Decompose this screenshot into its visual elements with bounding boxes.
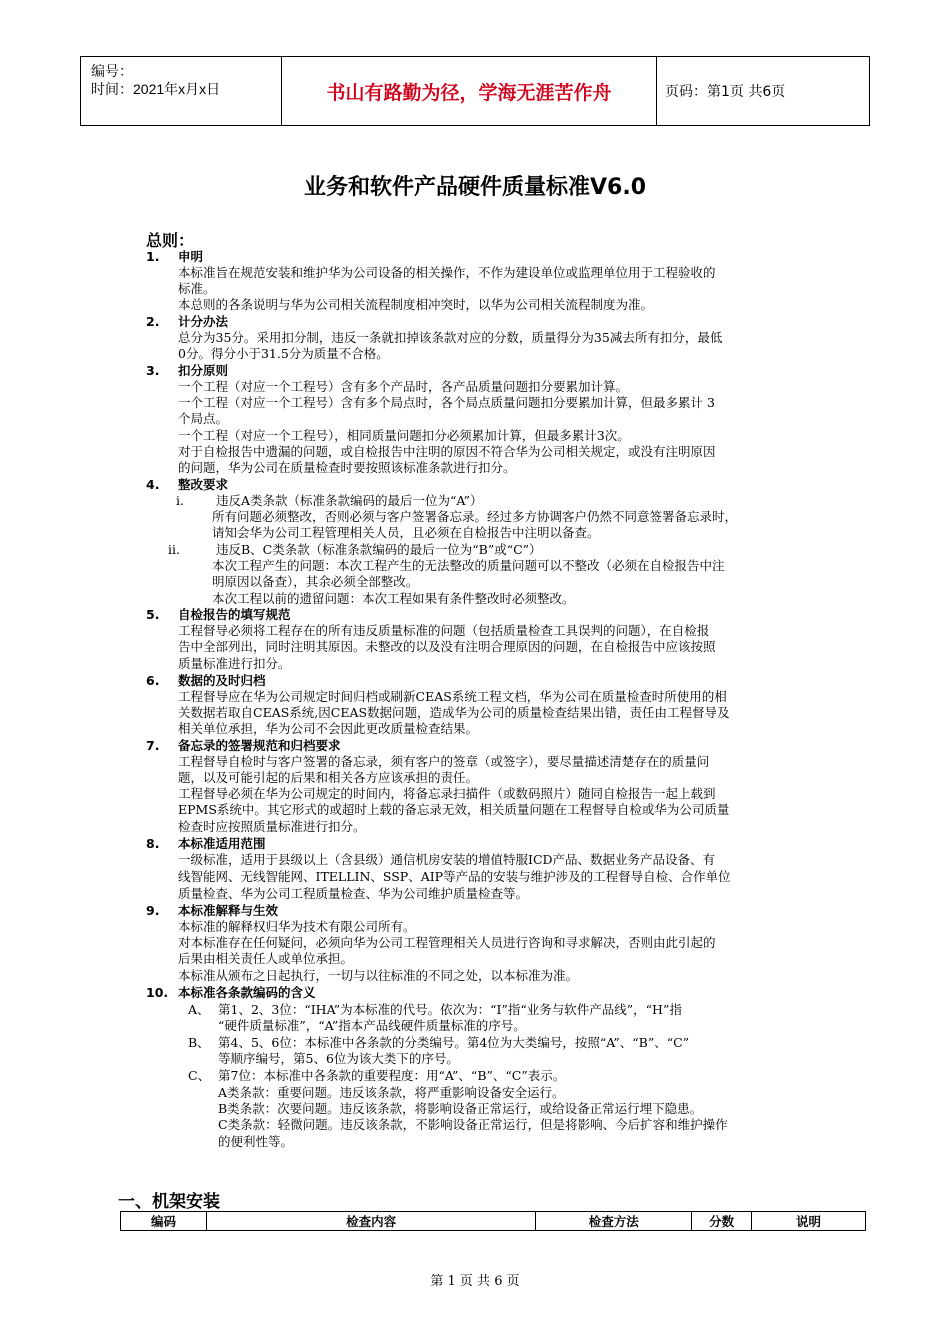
coding-mark: C、	[188, 1068, 211, 1083]
item-number: 4.	[146, 477, 160, 492]
item-number: 2.	[146, 314, 160, 329]
item-text: 个局点。	[178, 411, 229, 426]
item-text: 相关单位承担，华为公司不会因此更改质量检查结果。	[178, 721, 479, 736]
item-text: 总分为35分。采用扣分制，违反一条就扣掉该条款对应的分数，质量得分为35减去所有扣分，最低	[178, 330, 723, 345]
rectify-text: 本次工程以前的遗留问题：本次工程如果有条件整改时必须整改。	[212, 591, 575, 606]
item-text: 0分。得分小于31.5分为质量不合格。	[178, 346, 389, 361]
item-text: 题，以及可能引起的后果和相关各方应该承担的责任。	[178, 770, 479, 785]
item-number: 9.	[146, 903, 160, 918]
item-text: 标准。	[178, 281, 216, 296]
item-number: 1.	[146, 249, 160, 264]
item-text: 本标准的解释权归华为技术有限公司所有。	[178, 919, 416, 934]
document-title: 业务和软件产品硬件质量标准V6.0	[304, 175, 646, 200]
item-text: 质量检查、华为公司工程质量检查、华为公司维护质量检查等。	[178, 886, 529, 901]
col-score: 分数	[692, 1212, 752, 1231]
item-number: 8.	[146, 836, 160, 851]
item-text: 一个工程（对应一个工程号），相同质量问题扣分必须累加计算，但最多累计3次。	[178, 428, 630, 443]
coding-text: 的便利性等。	[218, 1134, 294, 1149]
rectify-text: 请知会华为公司工程管理相关人员，且必须在自检报告中注明以备查。	[212, 525, 600, 540]
item-number: 3.	[146, 363, 160, 378]
rectify-text: 明原因以备查），其余必须全部整改。	[212, 574, 419, 589]
page-label: 页码：第1页 共6页	[665, 84, 786, 100]
item-text: 关数据若取自CEAS系统,因CEAS数据问题，造成华为公司的质量检查结果出错，责任由工程督导及	[178, 705, 730, 720]
rectify-mark: ii.	[168, 542, 180, 557]
section-heading: 一、机架安装	[118, 1192, 220, 1212]
header-left	[91, 62, 220, 98]
item-title: 数据的及时归档	[178, 673, 266, 688]
item-text: 本标准从颁布之日起执行，一切与以往标准的不同之处，以本标准为准。	[178, 968, 579, 983]
coding-text: 第7位：本标准中各条款的重要程度：用“A”、“B”、“C”表示。	[218, 1068, 566, 1083]
item-title: 计分办法	[178, 314, 229, 329]
col-method: 检查方法	[536, 1212, 692, 1231]
item-text: 的问题，华为公司在质量检查时要按照该标准条款进行扣分。	[178, 460, 516, 475]
item-text: 一个工程（对应一个工程号）含有多个产品时，各产品质量问题扣分要累加计算。	[178, 379, 629, 394]
table-header-row	[121, 1212, 866, 1231]
rectify-text: 所有问题必须整改，否则必须与客户签署备忘录。经过多方协调客户仍然不同意签署备忘录时，	[212, 509, 738, 524]
item-title: 扣分原则	[178, 363, 229, 378]
header-table	[80, 56, 870, 126]
item-text: 一级标准，适用于县级以上（含县级）通信机房安装的增值特服ICD产品、数据业务产品设备、有	[178, 852, 716, 867]
item-title: 本标准各条款编码的含义	[178, 985, 316, 1000]
coding-text: “硬件质量标准”，“A”指本产品线硬件质量标准的序号。	[218, 1018, 526, 1033]
item-title: 申明	[178, 249, 204, 264]
item-text: 工程督导自检时与客户签署的备忘录，须有客户的签章（或签字），要尽量描述清楚存在的质量问	[178, 754, 710, 769]
item-text: 工程督导应在华为公司规定时间归档或刷新CEAS系统工程文档，华为公司在质量检查时所使用的相	[178, 689, 727, 704]
coding-mark: A、	[188, 1002, 210, 1017]
rectify-heading: 违反A类条款（标准条款编码的最后一位为“A”）	[216, 493, 483, 508]
item-text: 对于自检报告中遗漏的问题，或自检报告中注明的原因不符合华为公司相关规定，或没有注明原因	[178, 444, 716, 459]
item-number: 6.	[146, 673, 160, 688]
general-heading: 总则：	[146, 231, 195, 250]
coding-text: 第1、2、3位：“IHA”为本标准的代号。依次为：“I”指“业务与软件产品线”，“H”指	[218, 1002, 682, 1017]
item-text: 后果由相关责任人或单位承担。	[178, 951, 354, 966]
item-text: EPMS系统中。其它形式的或超时上载的备忘录无效，相关质量问题在工程督导自检或华为公司质量	[178, 802, 730, 817]
item-title: 自检报告的填写规范	[178, 607, 291, 622]
item-title: 备忘录的签署规范和归档要求	[178, 738, 341, 753]
page-footer: 第 1 页 共 6 页	[430, 1274, 520, 1289]
inspection-table	[120, 1211, 866, 1231]
coding-text: C类条款：轻微问题。违反该条款，不影响设备正常运行，但是将影响、今后扩容和维护操作	[218, 1117, 728, 1132]
item-title: 本标准适用范围	[178, 836, 266, 851]
col-code: 编码	[121, 1212, 207, 1231]
item-number: 10.	[146, 985, 169, 1000]
coding-text: B类条款：次要问题。违反该条款，将影响设备正常运行，或给设备正常运行埋下隐患。	[218, 1101, 703, 1116]
coding-mark: B、	[188, 1035, 210, 1050]
rectify-text: 本次工程产生的问题：本次工程产生的无法整改的质量问题可以不整改（必须在自检报告中注	[212, 558, 725, 573]
col-content: 检查内容	[206, 1212, 536, 1231]
motto: 书山有路勤为径，学海无涯苦作舟	[281, 57, 657, 125]
item-text: 检查时应按照质量标准进行扣分。	[178, 819, 366, 834]
date-label: 时间：2021年x月x日	[91, 81, 221, 97]
item-text: 工程督导必须在华为公司规定的时间内，将备忘录扫描件（或数码照片）随同自检报告一起上载到	[178, 786, 716, 801]
item-text: 一个工程（对应一个工程号）含有多个局点时，各个局点质量问题扣分要累加计算，但最多累计 3	[178, 395, 715, 410]
coding-text: 等顺序编号，第5、6位为该大类下的序号。	[218, 1051, 459, 1066]
rectify-heading: 违反B、C类条款（标准条款编码的最后一位为“B”或“C”）	[216, 542, 542, 557]
col-note: 说明	[752, 1212, 866, 1231]
item-text: 质量标准进行扣分。	[178, 656, 291, 671]
item-number: 7.	[146, 738, 160, 753]
coding-text: 第4、5、6位：本标准中各条款的分类编号。第4位为大类编号，按照“A”、“B”、“C”	[218, 1035, 690, 1050]
item-text: 工程督导必须将工程存在的所有违反质量标准的问题（包括质量检查工具误判的问题），在自检报	[178, 623, 710, 638]
item-text: 本标准旨在规范安装和维护华为公司设备的相关操作，不作为建设单位或监理单位用于工程验收的	[178, 265, 716, 280]
item-text: 对本标准存在任何疑问，必须向华为公司工程管理相关人员进行咨询和寻求解决，否则由此引起的	[178, 935, 716, 950]
rectify-mark: i.	[176, 493, 184, 508]
number-label: 编号：	[91, 63, 133, 79]
item-title: 整改要求	[178, 477, 229, 492]
item-title: 本标准解释与生效	[178, 903, 279, 918]
item-text: 本总则的各条说明与华为公司相关流程制度相冲突时，以华为公司相关流程制度为准。	[178, 297, 654, 312]
item-number: 5.	[146, 607, 160, 622]
item-text: 线智能网、无线智能网、ITELLIN、SSP、AIP等产品的安装与维护涉及的工程督导自检、合作单位	[178, 869, 731, 884]
coding-text: A类条款：重要问题。违反该条款，将严重影响设备安全运行。	[218, 1085, 565, 1100]
item-text: 告中全部列出，同时注明其原因。未整改的以及没有注明合理原因的问题，在自检报告中应该按照	[178, 639, 716, 654]
